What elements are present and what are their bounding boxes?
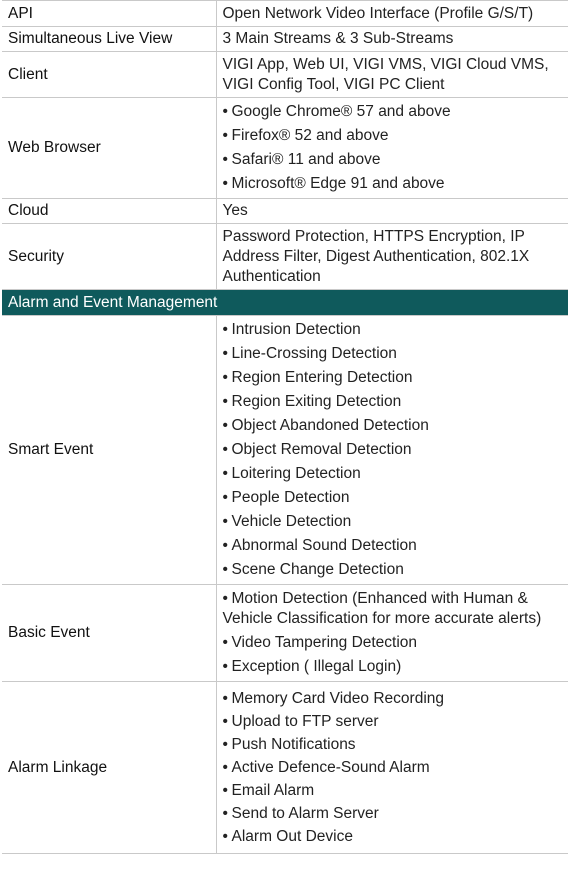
list-item-text: Region Exiting Detection xyxy=(231,393,402,410)
list-item-text: Vehicle Detection xyxy=(231,513,352,530)
list-item xyxy=(223,462,563,486)
bullet-icon: • xyxy=(222,175,228,192)
row-api xyxy=(2,1,568,27)
row-value: Open Network Video Interface (Profile G/S/T) xyxy=(216,1,568,27)
list-item xyxy=(223,558,563,582)
bullet-icon: • xyxy=(222,441,228,458)
list-item xyxy=(223,124,563,148)
row-label: Web Browser xyxy=(2,98,216,199)
row-value xyxy=(216,316,568,585)
row-security xyxy=(2,224,568,290)
row-label: Smart Event xyxy=(2,316,216,585)
list-item xyxy=(223,687,563,710)
list-item xyxy=(223,438,563,462)
section-header xyxy=(2,290,568,316)
bullet-icon: • xyxy=(222,127,228,144)
list-item-text: People Detection xyxy=(231,489,350,506)
bullet-icon: • xyxy=(222,151,228,168)
web-browser-list xyxy=(223,100,563,196)
bullet-icon: • xyxy=(222,369,228,386)
list-item xyxy=(223,342,563,366)
list-item-text: Region Entering Detection xyxy=(231,369,413,386)
list-item xyxy=(223,318,563,342)
bullet-icon: • xyxy=(222,489,228,506)
list-item xyxy=(223,390,563,414)
row-label: Simultaneous Live View xyxy=(2,27,216,52)
smart-event-list xyxy=(223,318,563,582)
list-item-text: Scene Change Detection xyxy=(231,561,404,578)
list-item-text: Microsoft® Edge 91 and above xyxy=(231,175,445,192)
row-label: Basic Event xyxy=(2,585,216,682)
row-value: VIGI App, Web UI, VIGI VMS, VIGI Cloud VMS, VIGI Config Tool, VIGI PC Client xyxy=(216,52,568,98)
bullet-icon: • xyxy=(222,759,228,776)
list-item xyxy=(223,100,563,124)
bullet-icon: • xyxy=(222,782,228,799)
list-item xyxy=(223,486,563,510)
bullet-icon: • xyxy=(222,561,228,578)
list-item-text: Intrusion Detection xyxy=(231,321,361,338)
bullet-icon: • xyxy=(222,658,228,675)
bullet-icon: • xyxy=(222,465,228,482)
list-item-text: Send to Alarm Server xyxy=(231,805,379,822)
list-item-text: Exception ( Illegal Login) xyxy=(231,658,402,675)
row-label: Security xyxy=(2,224,216,290)
row-label: Client xyxy=(2,52,216,98)
list-item xyxy=(223,631,563,655)
row-simultaneous-live-view xyxy=(2,27,568,52)
row-web-browser xyxy=(2,98,568,199)
list-item xyxy=(223,802,563,825)
row-label: Cloud xyxy=(2,199,216,224)
bullet-icon: • xyxy=(222,805,228,822)
list-item xyxy=(223,779,563,802)
bullet-icon: • xyxy=(222,103,228,120)
basic-event-list xyxy=(223,587,563,679)
list-item-text: Alarm Out Device xyxy=(231,828,353,845)
row-client xyxy=(2,52,568,98)
list-item-text: Loitering Detection xyxy=(231,465,361,482)
row-value xyxy=(216,585,568,682)
bullet-icon: • xyxy=(222,537,228,554)
list-item xyxy=(223,587,563,631)
list-item xyxy=(223,510,563,534)
list-item-text: Object Abandoned Detection xyxy=(231,417,429,434)
bullet-icon: • xyxy=(222,345,228,362)
row-label: Alarm Linkage xyxy=(2,682,216,854)
list-item-text: Line-Crossing Detection xyxy=(231,345,397,362)
bullet-icon: • xyxy=(222,713,228,730)
list-item-text: Firefox® 52 and above xyxy=(231,127,389,144)
list-item-text: Email Alarm xyxy=(231,782,315,799)
bullet-icon: • xyxy=(222,393,228,410)
row-value: Password Protection, HTTPS Encryption, IP Address Filter, Digest Authentication, 802.1X Authentication xyxy=(216,224,568,290)
list-item-text: Upload to FTP server xyxy=(231,713,379,730)
list-item-text: Memory Card Video Recording xyxy=(231,690,445,707)
row-value: 3 Main Streams & 3 Sub-Streams xyxy=(216,27,568,52)
list-item-text: Active Defence-Sound Alarm xyxy=(231,759,430,776)
row-basic-event xyxy=(2,585,568,682)
row-value xyxy=(216,682,568,854)
row-alarm-linkage xyxy=(2,682,568,854)
bullet-icon: • xyxy=(222,590,228,607)
bullet-icon: • xyxy=(222,321,228,338)
list-item xyxy=(223,414,563,438)
spec-table xyxy=(2,0,568,854)
list-item-text: Push Notifications xyxy=(231,736,356,753)
bullet-icon: • xyxy=(222,634,228,651)
row-value: Yes xyxy=(216,199,568,224)
list-item xyxy=(223,756,563,779)
list-item-text: Google Chrome® 57 and above xyxy=(231,103,451,120)
list-item xyxy=(223,825,563,848)
section-title: Alarm and Event Management xyxy=(2,290,568,316)
bullet-icon: • xyxy=(222,513,228,530)
list-item-text: Abnormal Sound Detection xyxy=(231,537,417,554)
list-item xyxy=(223,172,563,196)
list-item xyxy=(223,655,563,679)
list-item xyxy=(223,710,563,733)
row-value xyxy=(216,98,568,199)
row-cloud xyxy=(2,199,568,224)
list-item-text: Video Tampering Detection xyxy=(231,634,418,651)
list-item xyxy=(223,148,563,172)
list-item-text: Motion Detection (Enhanced with Human & Vehicle Classification for more accurate alerts) xyxy=(222,590,542,627)
bullet-icon: • xyxy=(222,417,228,434)
row-smart-event xyxy=(2,316,568,585)
list-item xyxy=(223,366,563,390)
bullet-icon: • xyxy=(222,828,228,845)
row-label: API xyxy=(2,1,216,27)
alarm-linkage-list xyxy=(223,687,563,848)
bullet-icon: • xyxy=(222,690,228,707)
list-item-text: Safari® 11 and above xyxy=(231,151,381,168)
list-item xyxy=(223,534,563,558)
list-item-text: Object Removal Detection xyxy=(231,441,412,458)
list-item xyxy=(223,733,563,756)
bullet-icon: • xyxy=(222,736,228,753)
